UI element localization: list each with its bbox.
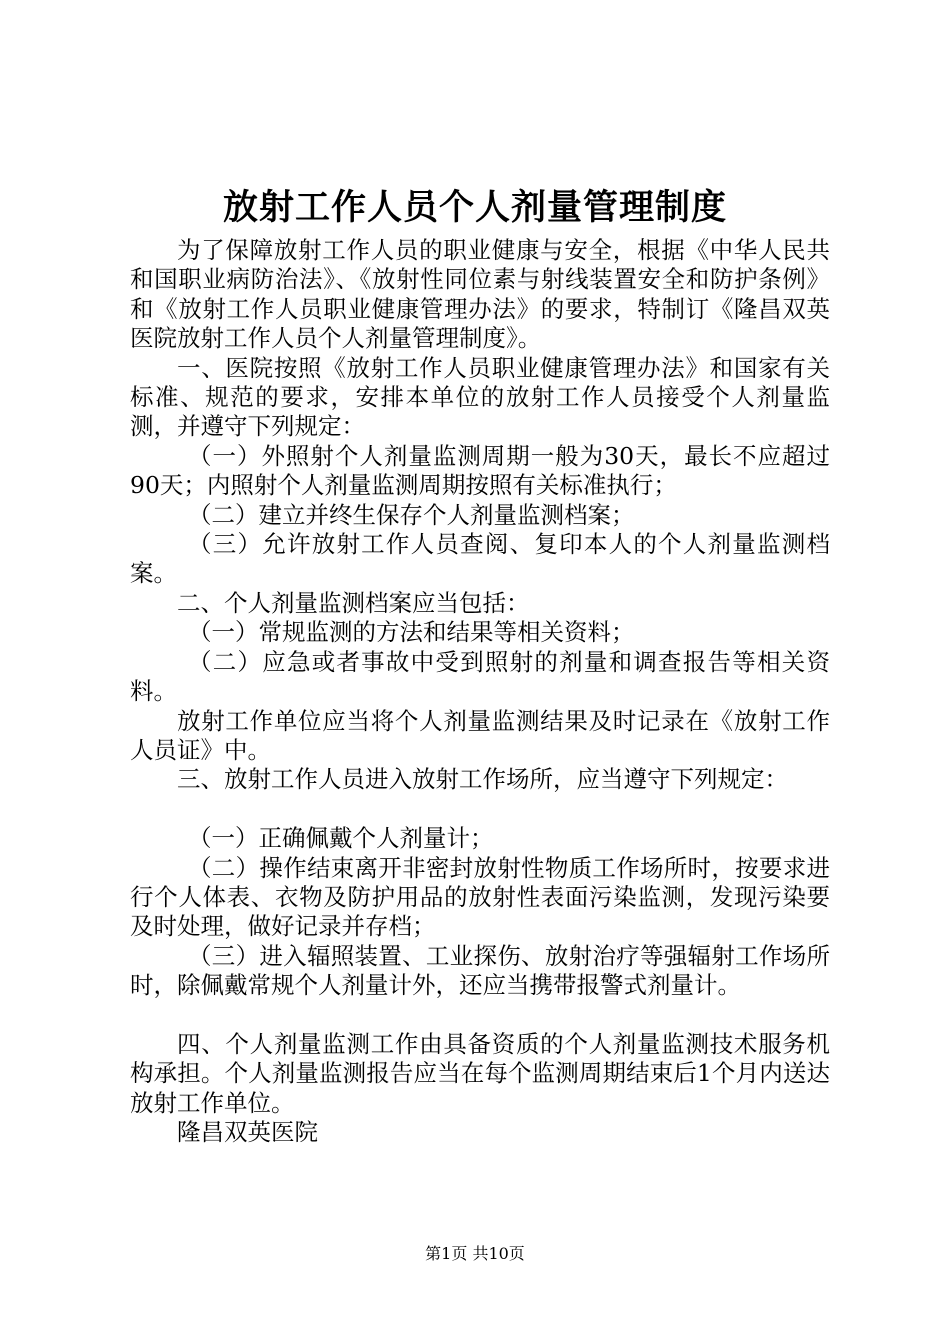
page-footer: 第1页 共10页 [425, 1244, 525, 1263]
document-body [130, 236, 830, 1148]
section-3-paragraph: 三、放射工作人员进入放射工作场所，应当遵守下列规定： [177, 765, 788, 794]
blank-line [130, 795, 830, 824]
record-paragraph: 放射工作单位应当将个人剂量监测结果及时记录在《放射工作人员证》中。 [130, 706, 830, 764]
section-3-item-1: （一）正确佩戴个人剂量计； [188, 824, 494, 853]
document-title: 放射工作人员个人剂量管理制度 [222, 187, 727, 228]
intro-paragraph: 为了保障放射工作人员的职业健康与安全，根据《中华人民共和国职业病防治法》、《放射性同位素与射线装置安全和防护条例》和《放射工作人员职业健康管理办法》的要求，特制订《隆昌双英医院放射工作人员个人剂量管理制度》。 [130, 236, 830, 353]
blank-line [130, 1001, 830, 1030]
section-1-item-3: （三）允许放射工作人员查阅、复印本人的个人剂量监测档案。 [130, 530, 830, 588]
section-1-paragraph: 一、医院按照《放射工作人员职业健康管理办法》和国家有关标准、规范的要求，安排本单位的放射工作人员接受个人剂量监测，并遵守下列规定： [130, 353, 830, 441]
section-2-paragraph: 二、个人剂量监测档案应当包括： [177, 588, 530, 617]
section-2-item-1: （一）常规监测的方法和结果等相关资料； [188, 618, 635, 647]
section-3-item-3: （三）进入辐照装置、工业探伤、放射治疗等强辐射工作场所时，除佩戴常规个人剂量计外，还应当携带报警式剂量计。 [130, 941, 830, 1000]
section-3-item-2: （二）操作结束离开非密封放射性物质工作场所时，按要求进行个人体表、衣物及防护用品的放射性表面污染监测，发现污染要及时处理，做好记录并存档； [130, 853, 830, 941]
section-2-item-2: （二）应急或者事故中受到照射的剂量和调查报告等相关资料。 [130, 647, 830, 706]
section-4-paragraph: 四、个人剂量监测工作由具备资质的个人剂量监测技术服务机构承担。个人剂量监测报告应当在每个监测周期结束后1个月内送达放射工作单位。 [130, 1029, 830, 1117]
section-1-item-1: （一）外照射个人剂量监测周期一般为30天，最长不应超过90天；内照射个人剂量监测周期按照有关标准执行； [130, 441, 830, 500]
section-1-item-2: （二）建立并终生保存个人剂量监测档案； [188, 500, 635, 529]
signature-organization: 隆昌双英医院 [177, 1118, 318, 1147]
